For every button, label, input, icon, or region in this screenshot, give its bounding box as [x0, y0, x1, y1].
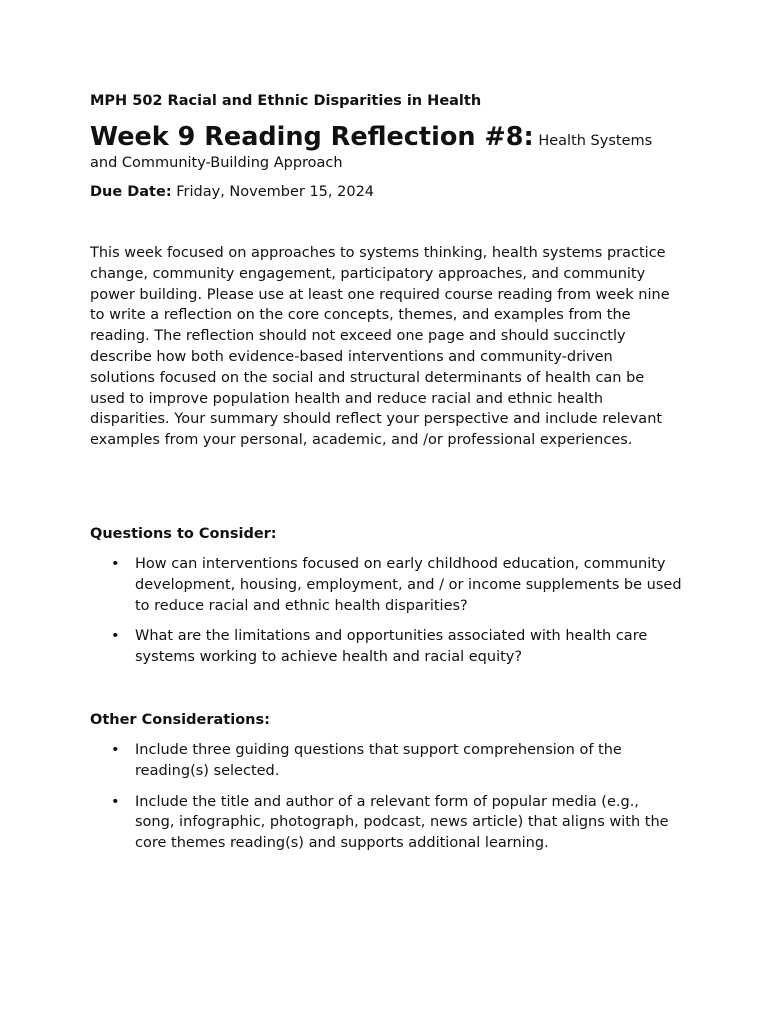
bullet-icon: • [111, 741, 120, 758]
assignment-title-sub: Health Systems and Community-Building Approach [90, 133, 653, 171]
list-item [90, 740, 682, 782]
due-date-value: Friday, November 15, 2024 [176, 184, 375, 200]
intro-paragraph: This week focused on approaches to systems thinking, health systems practice change, community engagement, participatory approaches, and community power building. Please use at least one required course reading from week nine to write a reflection on the core concepts, themes, and examples from the reading. The reflection should not exceed one page and should succinctly describe how both evidence-based interventions and community-driven solutions focused on the social and structural determinants of health can be used to improve population health and reduce racial and ethnic health disparities. Your summary should reflect your perspective and include relevant examples from your personal, academic, and /or professional experiences. [90, 245, 670, 449]
assignment-title-main: Week 9 Reading Reflection #8: [90, 122, 534, 152]
other-considerations-heading: Other Considerations: [90, 711, 270, 728]
questions-list [90, 554, 682, 668]
questions-heading: Questions to Consider: [90, 525, 277, 542]
due-date [90, 182, 682, 202]
bullet-icon: • [111, 793, 120, 810]
other-considerations-list [90, 740, 682, 854]
list-item [90, 626, 682, 668]
list-item [90, 792, 682, 854]
due-date-label: Due Date: [90, 184, 172, 200]
consideration-text: Include the title and author of a relevant form of popular media (e.g., song, infographic, photograph, podcast, news article) that aligns with the core themes reading(s) and supports additional learning. [135, 793, 669, 852]
assignment-title [90, 122, 682, 174]
list-item [90, 554, 682, 616]
question-text: How can interventions focused on early childhood education, community development, housing, employment, and / or income supplements be used to reduce racial and ethnic health disparities? [135, 555, 682, 614]
course-title: MPH 502 Racial and Ethnic Disparities in Health [90, 93, 482, 109]
question-text: What are the limitations and opportunities associated with health care systems working to achieve health and racial equity? [135, 628, 648, 666]
bullet-icon: • [111, 628, 120, 645]
document-page [90, 92, 682, 864]
consideration-text: Include three guiding questions that support comprehension of the reading(s) selected. [135, 741, 622, 779]
bullet-icon: • [111, 555, 120, 572]
